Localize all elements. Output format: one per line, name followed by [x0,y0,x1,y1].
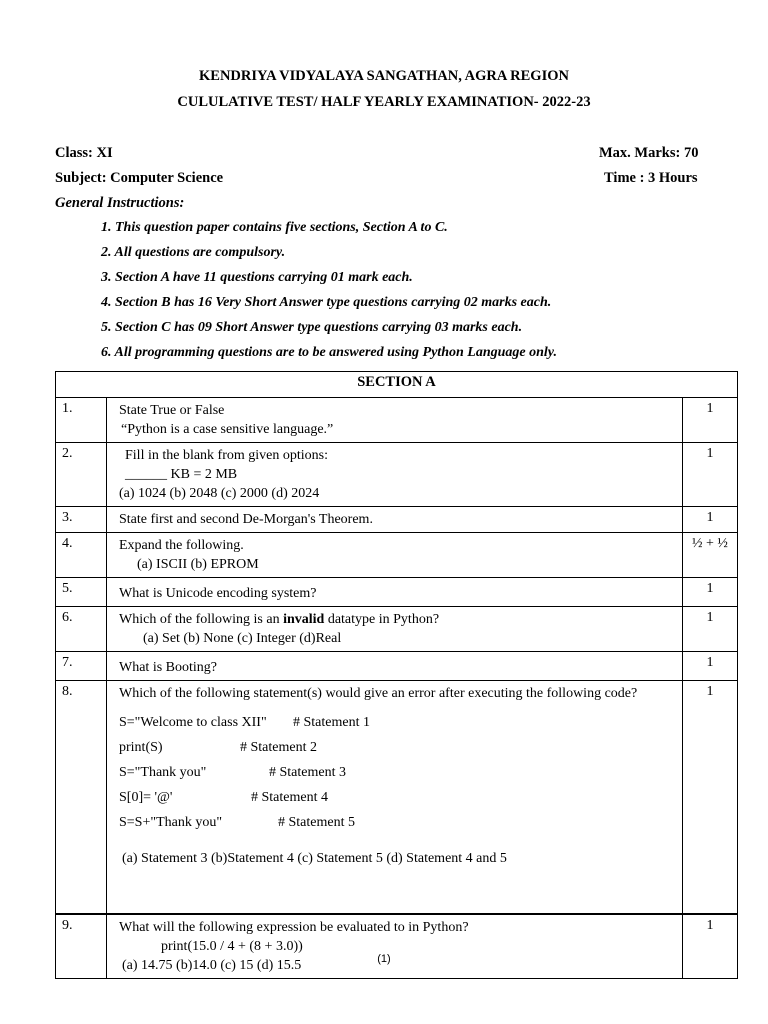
instruction-item: 6. All programming questions are to be answered using Python Language only. [101,345,557,360]
question-marks: 1 [682,507,737,533]
question-body [107,443,683,507]
question-number: 6. [56,607,107,652]
table-row [56,398,738,443]
code-line [119,810,674,835]
page-number: (1) [377,953,391,965]
code-line [119,710,674,735]
question-options: (a) ISCII (b) EPROM [137,557,259,572]
question-body [107,507,683,533]
question-marks: 1 [682,398,737,443]
question-number: 5. [56,578,107,607]
table-row [56,533,738,578]
code-statement: S="Welcome to class XII" [119,715,267,730]
table-row [56,443,738,507]
question-text: ______ KB = 2 MB [125,467,238,482]
question-text-part: Which of the following is an [119,612,284,627]
table-row [56,914,738,979]
question-options: (a) Statement 3 (b)Statement 4 (c) Statement 5 (d) Statement 4 and 5 [122,851,507,866]
exam-org-title: KENDRIYA VIDYALAYA SANGATHAN, AGRA REGION [199,68,569,84]
question-number: 1. [56,398,107,443]
class-label: Class: XI [55,145,113,161]
question-emphasis: invalid [283,612,325,627]
question-number: 9. [56,914,107,979]
code-comment: # Statement 1 [293,715,370,730]
question-body [107,398,683,443]
question-text: Fill in the blank from given options: [125,448,328,463]
question-body [107,607,683,652]
table-row [56,607,738,652]
code-comment: # Statement 5 [278,815,355,830]
question-number: 8. [56,681,107,914]
question-number: 7. [56,652,107,681]
code-statement: S[0]= '@' [119,790,173,805]
question-number: 3. [56,507,107,533]
exam-title: CULULATIVE TEST/ HALF YEARLY EXAMINATION- 2022-23 [177,94,591,110]
question-marks: 1 [682,578,737,607]
max-marks-label: Max. Marks: 70 [599,145,699,161]
question-text: State first and second De-Morgan's Theorem. [119,512,373,527]
code-statement: print(S) [119,740,163,755]
question-marks: 1 [682,652,737,681]
question-text: print(15.0 / 4 + (8 + 3.0)) [161,938,303,954]
instruction-item: 4. Section B has 16 Very Short Answer type questions carrying 02 marks each. [101,295,552,310]
questions-table [55,371,738,979]
question-marks: ½ + ½ [682,533,737,578]
code-statement: S="Thank you" [119,765,207,780]
instruction-item: 1. This question paper contains five sections, Section A to C. [101,220,448,235]
code-line [119,735,674,760]
code-statement: S=S+"Thank you" [119,815,223,830]
code-block [119,710,674,835]
question-marks: 1 [682,443,737,507]
code-comment: # Statement 3 [269,765,346,780]
instruction-item: 3. Section A have 11 questions carrying 01 mark each. [101,270,413,285]
question-text: What is Unicode encoding system? [119,586,317,601]
code-comment: # Statement 2 [240,740,317,755]
question-body [107,578,683,607]
question-text: What will the following expression be evaluated to in Python? [119,919,469,935]
question-text: Expand the following. [119,538,244,553]
section-heading: SECTION A [56,372,738,398]
question-text: “Python is a case sensitive language.” [121,422,334,437]
question-body [107,681,683,914]
instruction-item: 2. All questions are compulsory. [101,245,286,260]
question-number: 4. [56,533,107,578]
question-options: (a) 14.75 (b)14.0 (c) 15 (d) 15.5 [122,957,302,973]
table-row [56,578,738,607]
instructions-heading: General Instructions: [55,195,185,211]
question-body [107,533,683,578]
question-text [119,610,674,629]
question-options: (a) 1024 (b) 2048 (c) 2000 (d) 2024 [119,486,320,501]
question-options: (a) Set (b) None (c) Integer (d)Real [143,631,342,646]
question-text: Which of the following statement(s) would give an error after executing the following code? [119,686,638,701]
code-line [119,785,674,810]
table-row [56,681,738,914]
subject-label: Subject: Computer Science [55,170,224,186]
question-body [107,652,683,681]
question-text: State True or False [119,403,225,418]
question-text-part: datatype in Python? [324,612,440,627]
code-comment: # Statement 4 [251,790,328,805]
code-line [119,760,674,785]
time-label: Time : 3 Hours [604,170,698,186]
table-row [56,507,738,533]
instruction-item: 5. Section C has 09 Short Answer type questions carrying 03 marks each. [101,320,523,335]
question-marks: 1 [682,914,737,979]
question-text: What is Booting? [119,660,217,675]
table-row [56,652,738,681]
question-body [107,914,683,979]
question-marks: 1 [682,681,737,914]
question-marks: 1 [682,607,737,652]
question-number: 2. [56,443,107,507]
